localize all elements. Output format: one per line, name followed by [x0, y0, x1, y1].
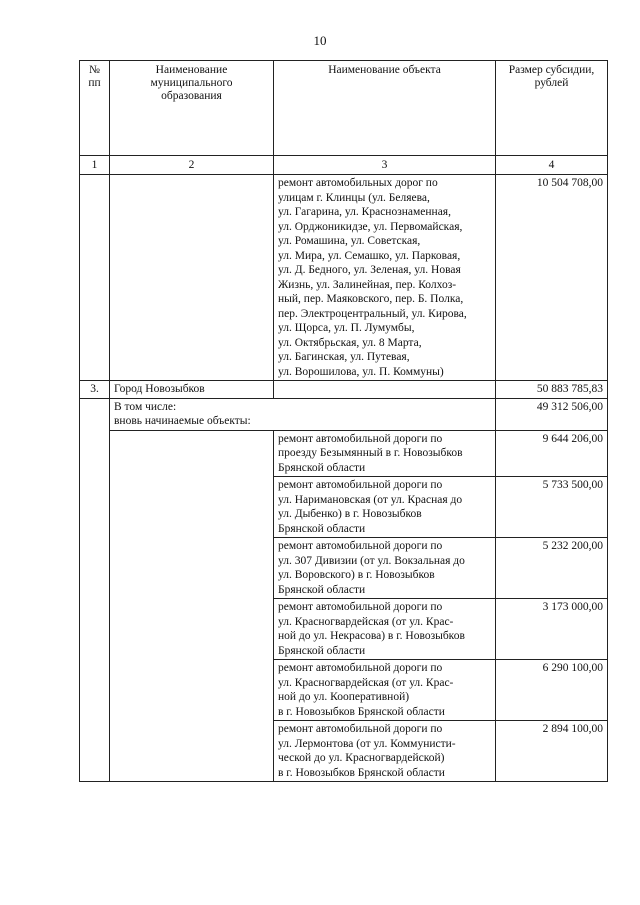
subsidy-amount: 3 173 000,00	[496, 599, 608, 660]
text-line: ул. Лермонтова (от ул. Коммунисти-	[278, 737, 456, 750]
text-line: ул. Октябрьская, ул. 8 Марта,	[278, 336, 422, 349]
object-name	[274, 721, 496, 782]
table-row	[80, 381, 608, 399]
header-municipality: Наименование муниципального образования	[110, 61, 274, 156]
object-name	[274, 660, 496, 721]
text-line: ремонт автомобильной дороги по	[278, 479, 443, 491]
text-line: В том числе:	[114, 400, 177, 413]
text-line: ул. Орджоникидзе, ул. Первомайская,	[278, 220, 463, 233]
text-line: ремонт автомобильной дороги по	[278, 540, 443, 552]
text-line: в г. Новозыбков Брянской области	[278, 705, 445, 718]
column-number: 4	[496, 156, 608, 175]
header-object: Наименование объекта	[274, 61, 496, 156]
text-line: Жизнь, ул. Залинейная, пер. Колхоз-	[278, 278, 457, 291]
text-line: пер. Электроцентральный, ул. Кирова,	[278, 307, 467, 320]
text-line: ремонт автомобильной дороги по	[278, 432, 443, 445]
subsidy-amount: 6 290 100,00	[496, 660, 608, 721]
subsidy-amount: 2 894 100,00	[496, 721, 608, 782]
text-line: ул. Мира, ул. Семашко, ул. Парковая,	[278, 249, 461, 262]
text-line: ул. Ворошилова, ул. П. Коммуны)	[278, 365, 444, 378]
text-line: ной до ул. Некрасова) в г. Новозыбков	[278, 630, 465, 642]
text-line: ремонт автомобильных дорог по	[278, 177, 438, 189]
table-header-row	[80, 61, 608, 156]
table-row	[80, 175, 608, 381]
subsidy-amount: 50 883 785,83	[496, 381, 608, 399]
text-line: ул. Красногвардейская (от ул. Крас-	[278, 676, 454, 689]
text-line: ул. Ромашина, ул. Советская,	[278, 235, 421, 247]
text-line: ул. 307 Дивизии (от ул. Вокзальная до	[278, 554, 465, 567]
text-line: Брянской области	[278, 461, 366, 474]
text-line: ул. Красногвардейская (от ул. Крас-	[278, 615, 454, 628]
column-numbers-row	[80, 156, 608, 175]
row-number: 3.	[80, 381, 110, 399]
text-line: ремонт автомобильной дороги по	[278, 662, 443, 674]
page-number: 10	[313, 33, 327, 48]
text-line: ул. Дыбенко) в г. Новозыбков	[278, 508, 422, 520]
text-line: ческой до ул. Красногвардейской)	[278, 752, 445, 764]
text-line: ный, пер. Маяковского, пер. Б. Полка,	[278, 293, 464, 305]
subsidy-amount: 10 504 708,00	[496, 175, 608, 381]
text-line: ной до ул. Кооперативной)	[278, 691, 410, 703]
column-number: 2	[110, 156, 274, 175]
object-name	[274, 430, 496, 477]
subsidy-amount: 9 644 206,00	[496, 430, 608, 477]
object-name	[274, 477, 496, 538]
text-line: Брянской области	[278, 522, 366, 535]
text-line: вновь начинаемые объекты:	[114, 415, 251, 427]
subsidy-table	[79, 60, 608, 782]
text-line: ул. Гагарина, ул. Краснознаменная,	[278, 206, 451, 218]
column-number: 1	[80, 156, 110, 175]
subsidy-amount: 5 733 500,00	[496, 477, 608, 538]
municipality-name: Город Новозыбков	[110, 381, 274, 399]
column-number: 3	[274, 156, 496, 175]
text-line: улицам г. Клинцы (ул. Беляева,	[278, 191, 430, 204]
object-name	[274, 538, 496, 599]
text-line: Брянской области	[278, 583, 366, 596]
header-subsidy: Размер субсидии, рублей	[496, 61, 608, 156]
text-line: ул. Д. Бедного, ул. Зеленая, ул. Новая	[278, 264, 461, 276]
text-line: проезду Безымянный в г. Новозыбков	[278, 447, 463, 459]
text-line: ул. Воровского) в г. Новозыбков	[278, 569, 435, 581]
header-number: № пп	[80, 61, 110, 156]
text-line: ул. Багинская, ул. Путевая,	[278, 351, 410, 363]
table-row	[80, 430, 608, 477]
text-line: в г. Новозыбков Брянской области	[278, 766, 445, 779]
text-line: ремонт автомобильной дороги по	[278, 723, 443, 735]
object-name	[274, 599, 496, 660]
text-line: ремонт автомобильной дороги по	[278, 601, 443, 613]
text-line: ул. Щорса, ул. П. Лумумбы,	[278, 322, 415, 334]
text-line: ул. Наримановская (от ул. Красная до	[278, 493, 463, 506]
text-line: Брянской области	[278, 644, 366, 657]
subsidy-amount: 5 232 200,00	[496, 538, 608, 599]
object-name	[274, 175, 496, 381]
subsidy-amount: 49 312 506,00	[496, 398, 608, 430]
subtotal-label	[110, 398, 496, 430]
table-row	[80, 398, 608, 430]
